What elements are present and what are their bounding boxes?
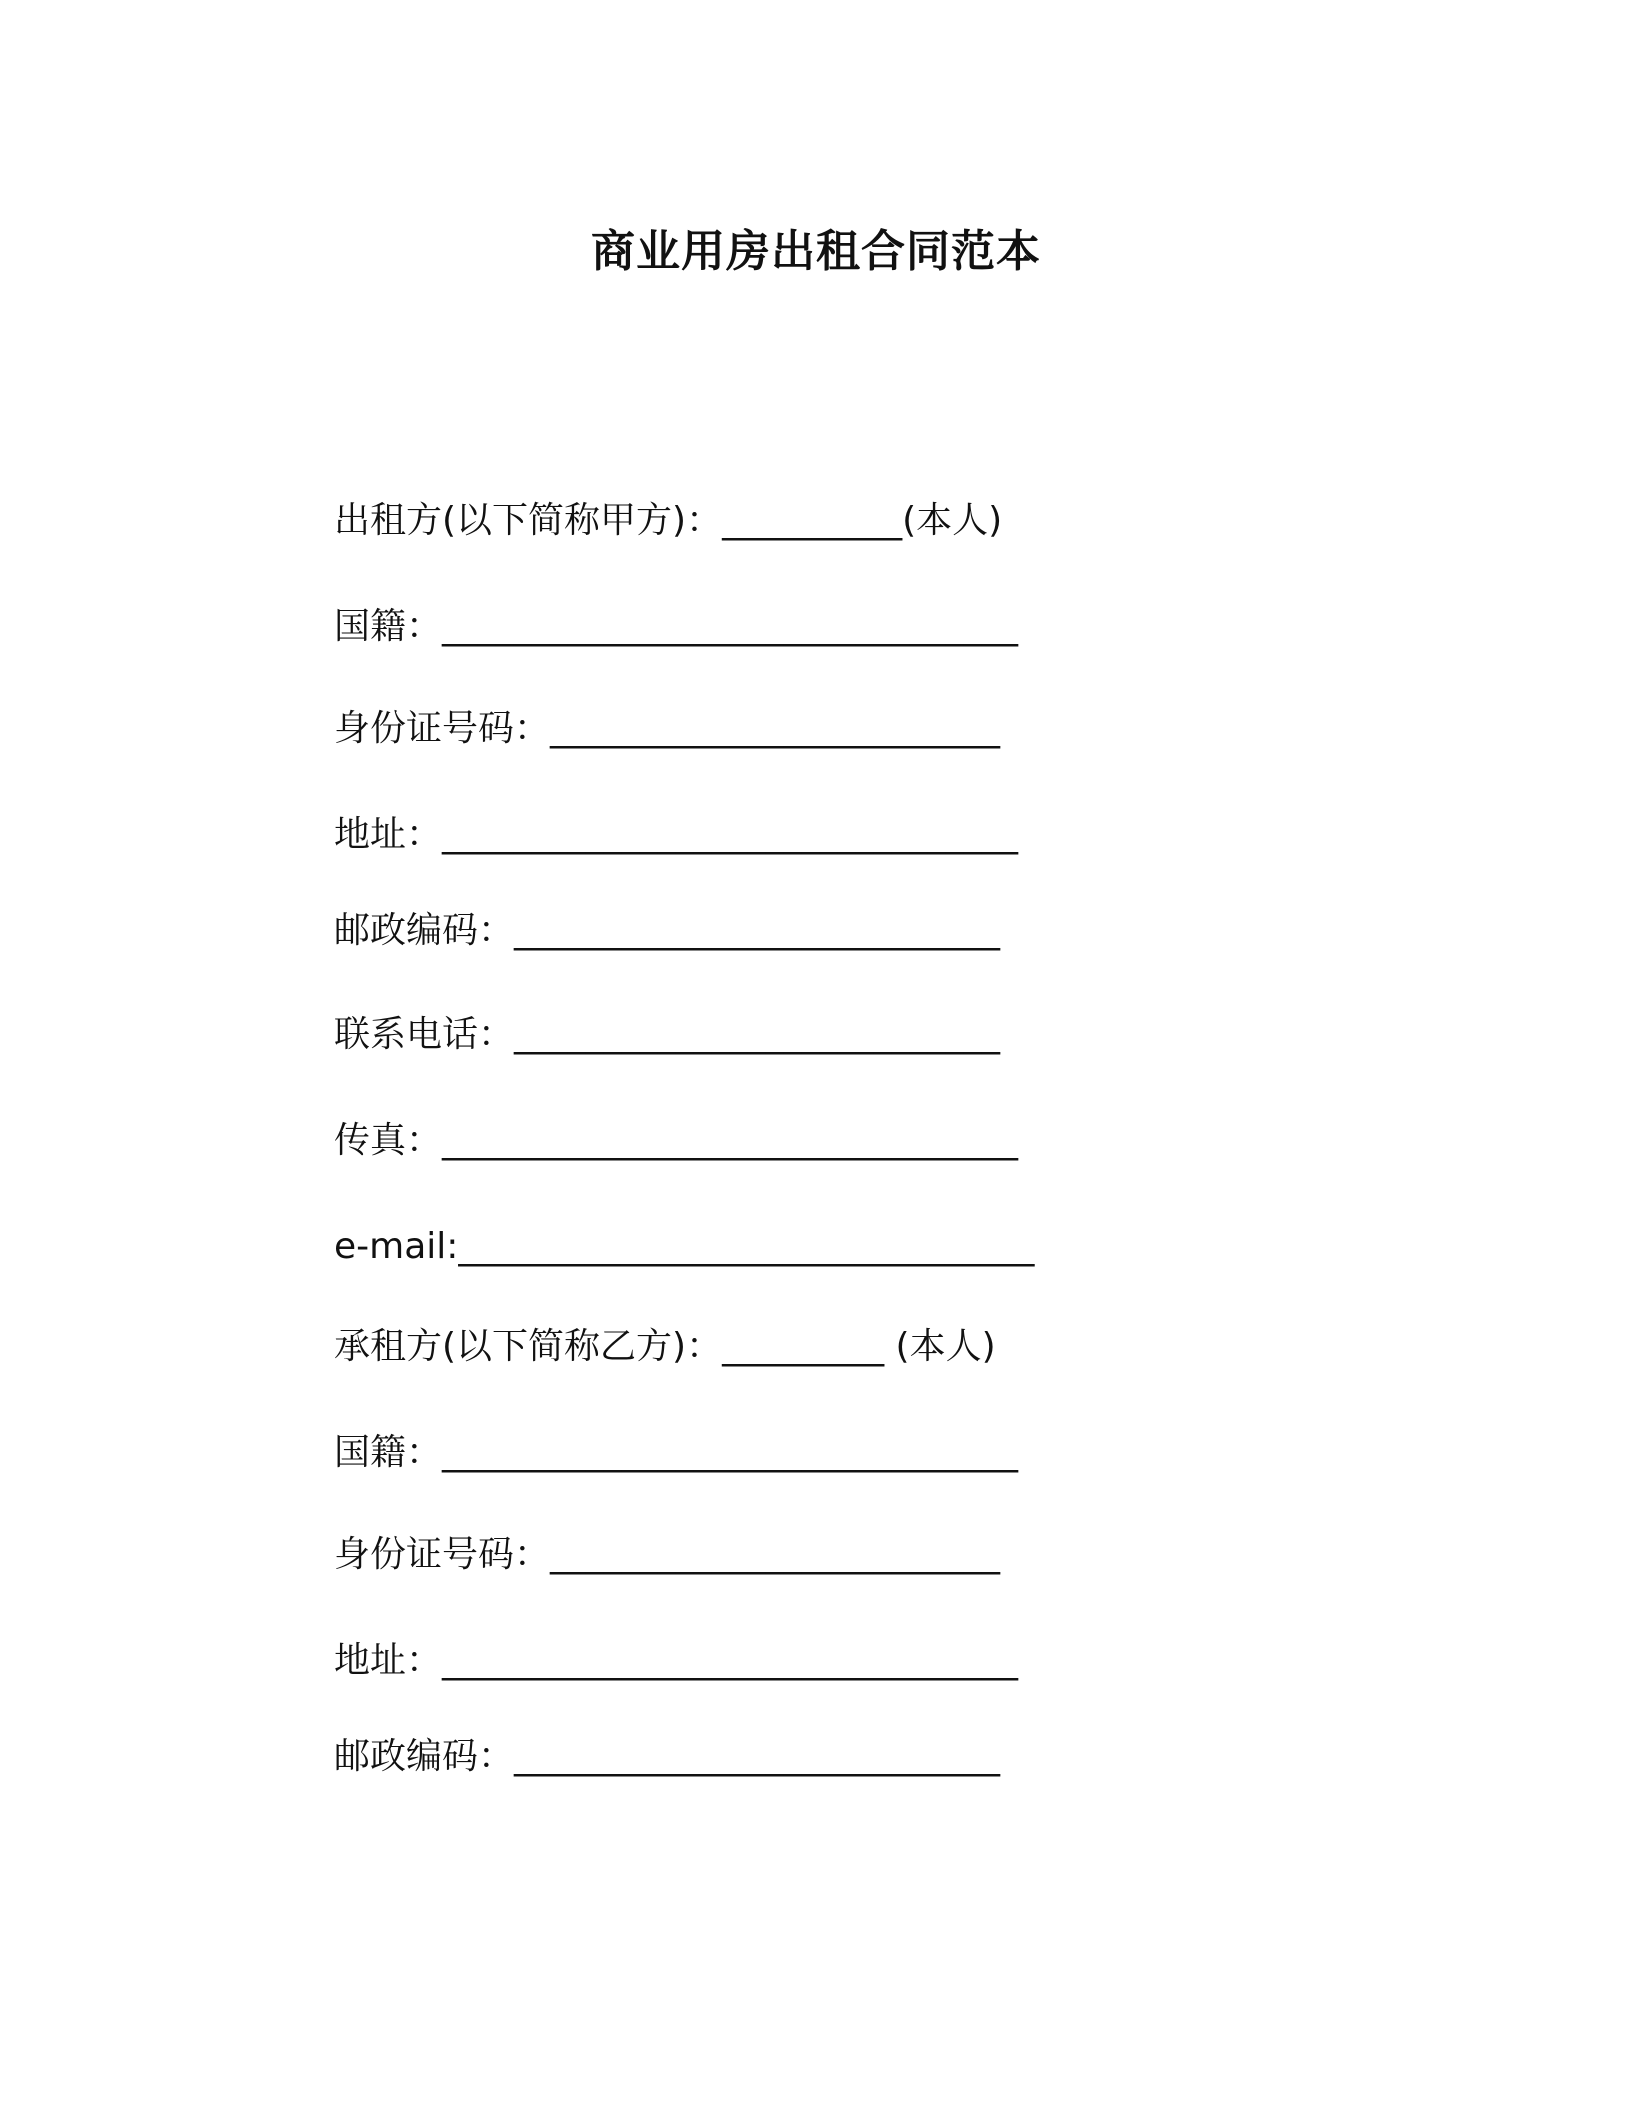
field-label: 邮政编码： (334, 910, 515, 951)
field-blank: ___________________________ (514, 1014, 1001, 1055)
lessee-field (334, 1322, 996, 1372)
field-blank: _________________________ (550, 1534, 1001, 1575)
field-blank: ________________________________ (442, 814, 1019, 855)
field-blank: ___________________________ (514, 910, 1001, 951)
field-blank: ________________________________ (442, 1432, 1019, 1473)
field-blank: ________________________________ (442, 1120, 1019, 1161)
field-blank: ________________________________ (442, 606, 1019, 647)
lessee-id-number-field (334, 1530, 1000, 1580)
field-blank: __________(本人) (722, 500, 1003, 541)
field-blank: _________ (本人) (722, 1326, 996, 1367)
document-title: 商业用房出租合同范本 (591, 226, 1041, 277)
field-blank: _________________________ (550, 708, 1001, 749)
field-label: 国籍： (334, 606, 443, 647)
lessor-field (334, 496, 1002, 546)
field-label: 邮政编码： (334, 1736, 515, 1777)
lessor-address-field (334, 810, 1018, 860)
field-label: 出租方(以下简称甲方)： (334, 500, 723, 541)
field-label: 国籍： (334, 1432, 443, 1473)
lessee-nationality-field (334, 1428, 1018, 1478)
lessee-postal-code-field (334, 1732, 1000, 1782)
field-blank: ___________________________ (514, 1736, 1001, 1777)
field-label: 地址： (334, 1640, 443, 1681)
field-blank: ________________________________ (442, 1640, 1019, 1681)
field-label: 身份证号码： (334, 708, 551, 749)
field-blank: ________________________________ (458, 1226, 1035, 1267)
lessor-postal-code-field (334, 906, 1000, 956)
lessor-nationality-field (334, 602, 1018, 652)
field-label: 承租方(以下简称乙方)： (334, 1326, 723, 1367)
lessor-id-number-field (334, 704, 1000, 754)
lessee-address-field (334, 1636, 1018, 1686)
lessor-fax-field (334, 1116, 1018, 1166)
field-label: 联系电话： (334, 1014, 515, 1055)
field-label: e-mail: (334, 1226, 459, 1267)
field-label: 地址： (334, 814, 443, 855)
field-label: 传真： (334, 1120, 443, 1161)
lessor-email-field (334, 1222, 1034, 1272)
lessor-phone-field (334, 1010, 1000, 1060)
field-label: 身份证号码： (334, 1534, 551, 1575)
